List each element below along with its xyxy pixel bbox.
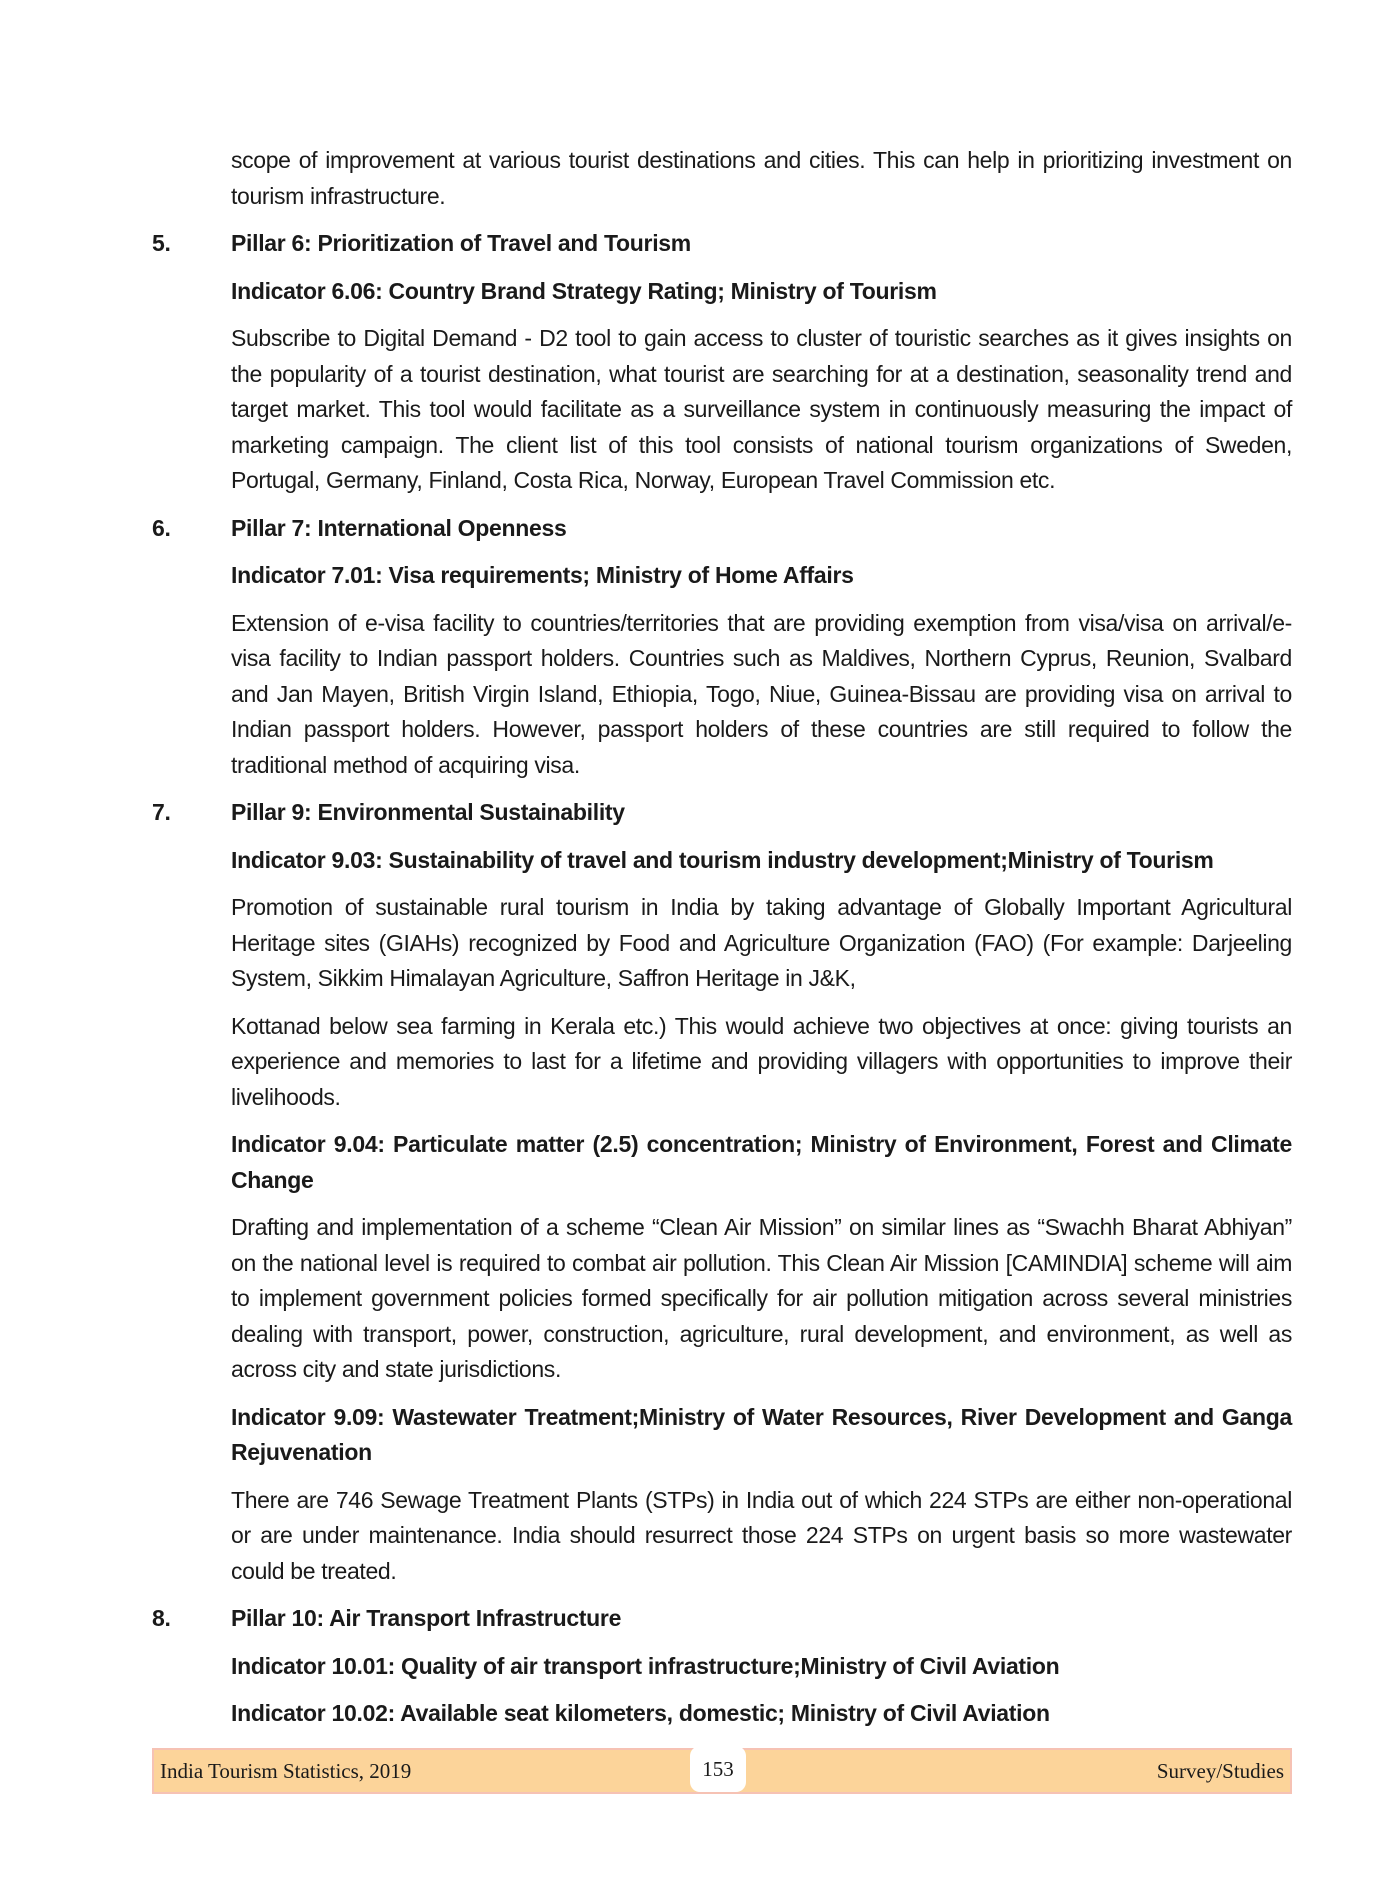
paragraph-text: There are 746 Sewage Treatment Plants (STPs) in India out of which 224 STPs are either non-operational or are under maintenance. India should resurrect those 224 STPs on urgent basis so more wastewater could be treated. bbox=[231, 1486, 1292, 1584]
indicator-heading-9-04 bbox=[152, 1127, 1292, 1198]
paragraph-intro bbox=[152, 143, 1292, 214]
indicator-heading-10-02 bbox=[152, 1696, 1292, 1732]
pillar-title: Pillar 6: Prioritization of Travel and Tourism bbox=[231, 230, 691, 256]
indicator-heading-9-09 bbox=[152, 1400, 1292, 1471]
footer-publication-title: India Tourism Statistics, 2019 bbox=[160, 1759, 412, 1783]
list-number: 7. bbox=[152, 799, 171, 825]
paragraph-rural-tourism bbox=[152, 890, 1292, 997]
pillar-heading-9 bbox=[152, 795, 1292, 831]
paragraph-stp bbox=[152, 1483, 1292, 1590]
paragraph-text: Drafting and implementation of a scheme “Clean Air Mission” on similar lines as “Swachh Bharat Abhiyan” on the national level is required to combat air pollution. This Clean Air Mission [CAMINDIA] scheme will aim to implement government policies formed specifically for air pollution mitigation across several ministries dealing with transport, power, construction, agriculture, rural development, and environment, as well as across city and state jurisdictions. bbox=[231, 1214, 1292, 1382]
page-number: 153 bbox=[690, 1746, 746, 1792]
page-footer bbox=[152, 1748, 1292, 1794]
pillar-title: Pillar 9: Environmental Sustainability bbox=[231, 799, 625, 825]
paragraph-text: scope of improvement at various tourist destinations and cities. This can help in prioritizing investment on tourism infrastructure. bbox=[231, 147, 1292, 209]
paragraph-kottanad bbox=[152, 1009, 1292, 1116]
pillar-title: Pillar 10: Air Transport Infrastructure bbox=[231, 1605, 622, 1631]
indicator-title: Indicator 10.02: Available seat kilometers, domestic; Ministry of Civil Aviation bbox=[231, 1700, 1050, 1726]
indicator-title: Indicator 9.09: Wastewater Treatment;Ministry of Water Resources, River Development and Ganga Rejuvenation bbox=[231, 1403, 1292, 1465]
indicator-title: Indicator 6.06: Country Brand Strategy Rating; Ministry of Tourism bbox=[231, 277, 937, 304]
paragraph-clean-air bbox=[152, 1210, 1292, 1388]
indicator-title: Indicator 9.04: Particulate matter (2.5) concentration; Ministry of Environment, Forest and Climate Change bbox=[231, 1131, 1292, 1193]
pillar-title: Pillar 7: International Openness bbox=[231, 514, 567, 541]
pillar-heading-7 bbox=[152, 511, 1292, 547]
indicator-heading-7-01 bbox=[152, 558, 1292, 594]
footer-section-title: Survey/Studies bbox=[1156, 1759, 1284, 1783]
paragraph-text: Kottanad below sea farming in Kerala etc.) This would achieve two objectives at once: giving tourists an experience and memories to last for a lifetime and providing villagers with opportunities to improve their livelihoods. bbox=[231, 1012, 1292, 1110]
paragraph-text: Extension of e-visa facility to countries/territories that are providing exemption from visa/visa on arrival/e-visa facility to Indian passport holders. Countries such as Maldives, Northern Cyprus, Reunion, Svalbard and Jan Mayen, British Virgin Island, Ethiopia, Togo, Niue, Guinea-Bissau are providing visa on arrival to Indian passport holders. However, passport holders of these countries are still required to follow the traditional method of acquiring visa. bbox=[231, 609, 1292, 778]
indicator-heading-9-03 bbox=[152, 843, 1292, 879]
indicator-title: Indicator 7.01: Visa requirements; Ministry of Home Affairs bbox=[231, 562, 854, 588]
paragraph-text: Subscribe to Digital Demand - D2 tool to gain access to cluster of touristic searches as it gives insights on the popularity of a tourist destination, what tourist are searching for at a destination, seasonality trend and target market. This tool would facilitate as a surveillance system in continuously measuring the impact of marketing campaign. The client list of this tool consists of national tourism organizations of Sweden, Portugal, Germany, Finland, Costa Rica, Norway, European Travel Commission etc. bbox=[231, 325, 1292, 493]
pillar-heading-10 bbox=[152, 1601, 1292, 1637]
list-number: 8. bbox=[152, 1605, 171, 1631]
list-number: 6. bbox=[152, 514, 171, 541]
paragraph-text: Promotion of sustainable rural tourism in India by taking advantage of Globally Important Agricultural Heritage sites (GIAHs) recognized by Food and Agriculture Organization (FAO) (For example: Darjeeling System, Sikkim Himalayan Agriculture, Saffron Heritage in J&K, bbox=[231, 894, 1292, 991]
indicator-title: Indicator 10.01: Quality of air transport infrastructure;Ministry of Civil Aviation bbox=[231, 1652, 1060, 1679]
indicator-heading-10-01 bbox=[152, 1649, 1292, 1685]
paragraph-evisa bbox=[152, 606, 1292, 784]
paragraph-digital-demand bbox=[152, 321, 1292, 499]
page-body bbox=[152, 143, 1292, 1744]
indicator-heading-6-06 bbox=[152, 274, 1292, 310]
list-number: 5. bbox=[152, 230, 171, 256]
pillar-heading-6 bbox=[152, 226, 1292, 262]
indicator-title: Indicator 9.03: Sustainability of travel and tourism industry development;Ministry of Tourism bbox=[231, 846, 1214, 873]
